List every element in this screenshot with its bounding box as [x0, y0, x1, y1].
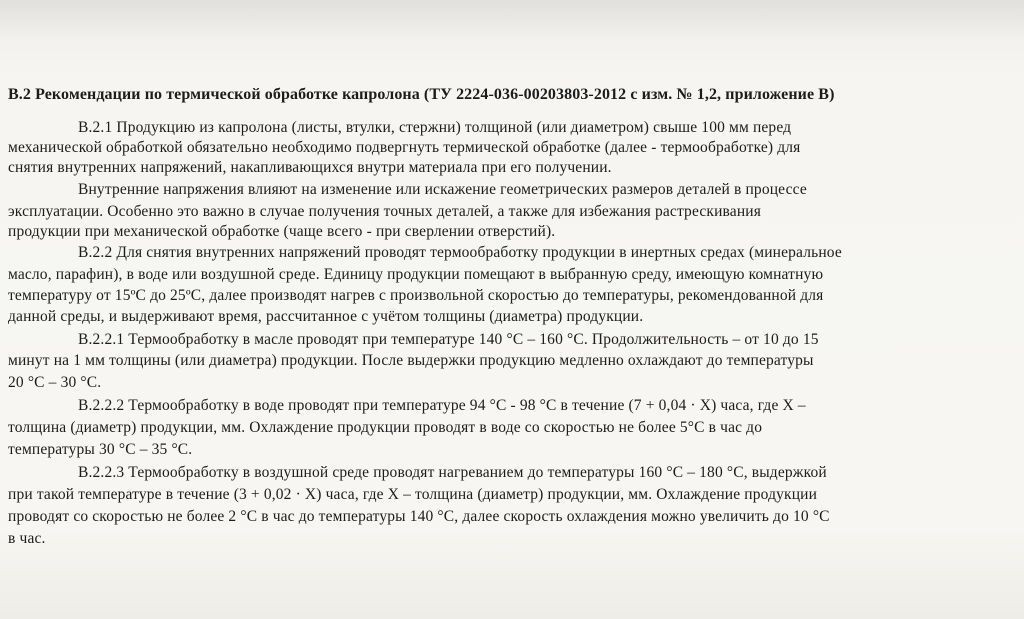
scan-shadow [0, 0, 1024, 40]
paragraph-line: температуры 30 °С – 35 °С. [8, 441, 193, 458]
paragraph-line: продукции при механической обработке (чаще всего - при сверлении отверстий). [8, 223, 556, 240]
paragraph-line: масло, парафин), в воде или воздушной среде. Единицу продукции помещают в выбранную среду, имеющую комнатную [8, 266, 824, 283]
paragraph-line: температуру от 15ºС до 25ºС, далее производят нагрев с произвольной скоростью до температуры, рекомендованной для [8, 287, 824, 304]
paragraph-line: эксплуатации. Особенно это важно в случае получения точных деталей, а также для избежания растрескивания [8, 203, 761, 220]
paragraph-line: механической обработкой обязательно необходимо подвергнуть термической обработке (далее - термообработке) для [8, 139, 801, 156]
paragraph-line: В.2.2 Для снятия внутренних напряжений проводят термообработку продукции в инертных средах (минеральное [78, 244, 842, 261]
paragraph-line: В.2.1 Продукцию из капролона (листы, втулки, стержни) толщиной (или диаметром) свыше 100 мм перед [78, 119, 792, 136]
paragraph-line: В.2.2.2 Термообработку в воде проводят при температуре 94 °С - 98 °С в течение (7 + 0,04 · X) часа, где X – [78, 397, 806, 414]
paragraph-line: при такой температуре в течение (3 + 0,02 · X) часа, где X – толщина (диаметр) продукции, мм. Охлаждение продукции [8, 486, 818, 503]
paragraph-line: В.2.2.3 Термообработку в воздушной среде проводят нагреванием до температуры 160 °С – 180 °С, выдержкой [78, 464, 827, 481]
paragraph-line: В.2.2.1 Термообработку в масле проводят при температуре 140 °С – 160 °С. Продолжительность – от 10 до 15 [78, 331, 819, 348]
paragraph-line: проводят со скоростью не более 2 °С в час до температуры 140 °С, далее скорость охлаждения можно увеличить до 10 °С [8, 508, 830, 525]
paragraph-line: снятия внутренних напряжений, накапливающихся внутри материала при его получении. [8, 159, 612, 176]
paragraph-line: 20 °С – 30 °С. [8, 374, 102, 391]
paragraph-line: данной среды, и выдерживают время, рассчитанное с учётом толщины (диаметра) продукции. [8, 308, 644, 325]
paragraph-line: Внутренние напряжения влияют на изменение или искажение геометрических размеров деталей в процессе [78, 181, 807, 198]
paragraph-line: в час. [8, 530, 46, 547]
paragraph-line: толщина (диаметр) продукции, мм. Охлаждение продукции проводят в воде со скоростью не более 5°С в час до [8, 419, 763, 436]
section-heading: В.2 Рекомендации по термической обработке капролона (ТУ 2224-036-00203803-2012 с изм. № 1,2, приложение В) [8, 86, 835, 103]
paragraph-line: минут на 1 мм толщины (или диаметра) продукции. После выдержки продукцию медленно охлаждают до температуры [8, 352, 814, 369]
